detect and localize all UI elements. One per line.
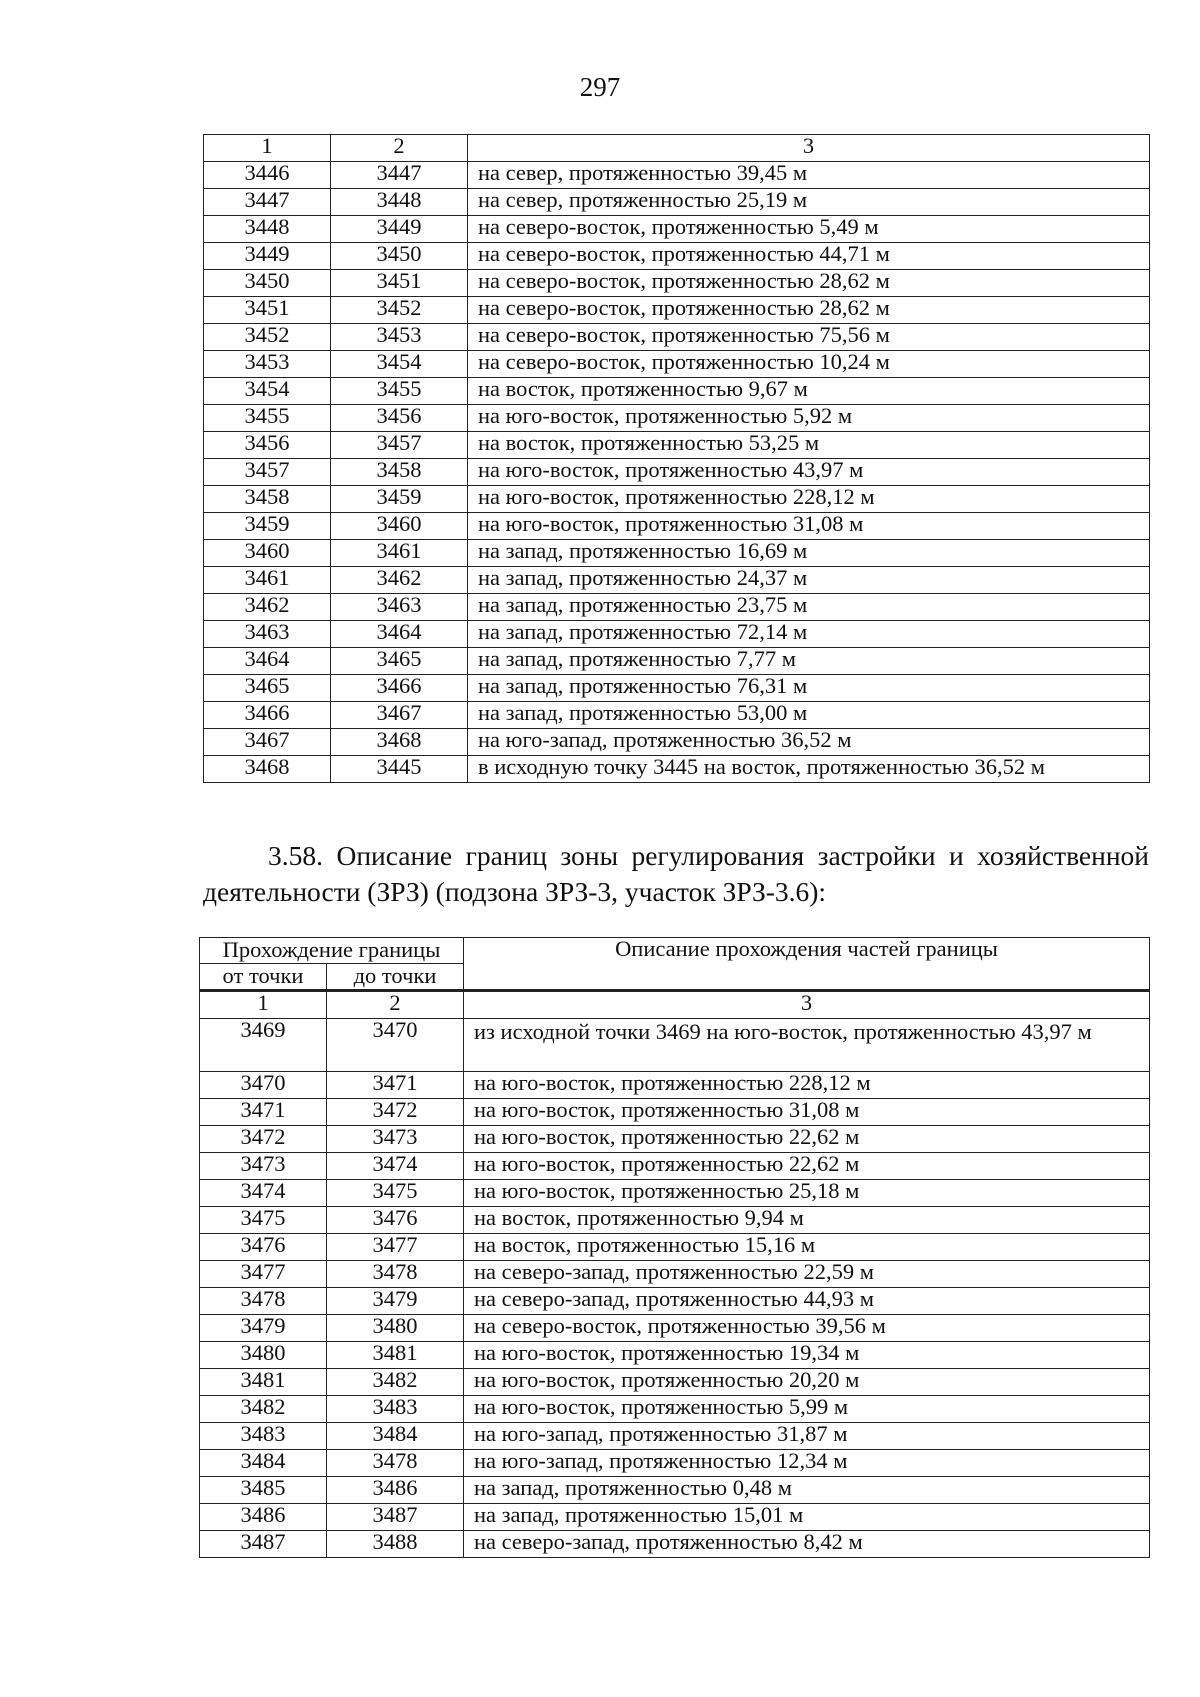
table-row bbox=[200, 1099, 1150, 1126]
table-row bbox=[204, 675, 1150, 702]
to-point-cell: 3478 bbox=[327, 1450, 464, 1477]
table-row bbox=[204, 459, 1150, 486]
to-point-cell: 3477 bbox=[327, 1234, 464, 1261]
description-cell: на юго-восток, протяженностью 43,97 м bbox=[468, 459, 1150, 486]
from-point-cell: 3454 bbox=[204, 378, 331, 405]
from-point-cell: 3481 bbox=[200, 1369, 327, 1396]
table-row bbox=[200, 1153, 1150, 1180]
to-point-cell: 3454 bbox=[331, 351, 468, 378]
description-cell: на юго-восток, протяженностью 19,34 м bbox=[464, 1342, 1150, 1369]
to-point-cell: 3448 bbox=[331, 189, 468, 216]
description-cell: на запад, протяженностью 23,75 м bbox=[468, 594, 1150, 621]
to-point-cell: 3482 bbox=[327, 1369, 464, 1396]
to-point-cell: 3468 bbox=[331, 729, 468, 756]
column-number-row bbox=[200, 991, 1150, 1019]
description-cell: на юго-восток, протяженностью 5,99 м bbox=[464, 1396, 1150, 1423]
table-row bbox=[200, 1180, 1150, 1207]
description-cell: на восток, протяженностью 9,94 м bbox=[464, 1207, 1150, 1234]
to-point-cell: 3471 bbox=[327, 1072, 464, 1099]
table-row bbox=[200, 1342, 1150, 1369]
to-point-cell: 3484 bbox=[327, 1423, 464, 1450]
description-cell: на юго-восток, протяженностью 31,08 м bbox=[464, 1099, 1150, 1126]
description-cell: на северо-восток, протяженностью 39,56 м bbox=[464, 1315, 1150, 1342]
description-cell: на юго-запад, протяженностью 36,52 м bbox=[468, 729, 1150, 756]
description-cell: на северо-восток, протяженностью 10,24 м bbox=[468, 351, 1150, 378]
from-point-cell: 3451 bbox=[204, 297, 331, 324]
table-row bbox=[204, 216, 1150, 243]
from-point-cell: 3464 bbox=[204, 648, 331, 675]
table-row bbox=[204, 378, 1150, 405]
description-cell: на восток, протяженностью 53,25 м bbox=[468, 432, 1150, 459]
to-point-cell: 3483 bbox=[327, 1396, 464, 1423]
description-cell: в исходную точку 3445 на восток, протяженностью 36,52 м bbox=[468, 756, 1150, 783]
description-cell: на восток, протяженностью 15,16 м bbox=[464, 1234, 1150, 1261]
table-row bbox=[204, 513, 1150, 540]
description-cell: на северо-запад, протяженностью 8,42 м bbox=[464, 1531, 1150, 1558]
table-row bbox=[200, 1477, 1150, 1504]
from-point-header: от точки bbox=[200, 964, 327, 991]
table-row bbox=[200, 1234, 1150, 1261]
from-point-cell: 3480 bbox=[200, 1342, 327, 1369]
boundary-table-1 bbox=[203, 134, 1150, 783]
table-row bbox=[200, 1504, 1150, 1531]
column-number: 1 bbox=[200, 991, 327, 1019]
from-point-cell: 3483 bbox=[200, 1423, 327, 1450]
from-point-cell: 3485 bbox=[200, 1477, 327, 1504]
table-row bbox=[204, 297, 1150, 324]
table-row bbox=[200, 1369, 1150, 1396]
description-cell: на запад, протяженностью 53,00 м bbox=[468, 702, 1150, 729]
to-point-cell: 3473 bbox=[327, 1126, 464, 1153]
table-row bbox=[204, 729, 1150, 756]
to-point-cell: 3481 bbox=[327, 1342, 464, 1369]
table-row bbox=[204, 702, 1150, 729]
to-point-cell: 3445 bbox=[331, 756, 468, 783]
table-row bbox=[204, 756, 1150, 783]
from-point-cell: 3477 bbox=[200, 1261, 327, 1288]
table-row bbox=[204, 486, 1150, 513]
description-cell: из исходной точки 3469 на юго-восток, протяженностью 43,97 м bbox=[464, 1019, 1150, 1072]
boundary-table-2 bbox=[199, 937, 1150, 1558]
section-heading: 3.58. Описание границ зоны регулирования застройки и хозяйственной деятельности (ЗРЗ) (подзона ЗРЗ-3, участок ЗРЗ-3.6): bbox=[203, 840, 1149, 907]
from-point-cell: 3469 bbox=[200, 1019, 327, 1072]
to-point-cell: 3465 bbox=[331, 648, 468, 675]
table-row bbox=[204, 351, 1150, 378]
table-row bbox=[200, 1396, 1150, 1423]
description-cell: на запад, протяженностью 72,14 м bbox=[468, 621, 1150, 648]
from-point-cell: 3468 bbox=[204, 756, 331, 783]
to-point-cell: 3462 bbox=[331, 567, 468, 594]
table-row bbox=[204, 324, 1150, 351]
to-point-cell: 3479 bbox=[327, 1288, 464, 1315]
from-point-cell: 3476 bbox=[200, 1234, 327, 1261]
description-cell: на юго-запад, протяженностью 12,34 м bbox=[464, 1450, 1150, 1477]
description-cell: на восток, протяженностью 9,67 м bbox=[468, 378, 1150, 405]
to-point-cell: 3455 bbox=[331, 378, 468, 405]
table-row bbox=[204, 567, 1150, 594]
to-point-cell: 3452 bbox=[331, 297, 468, 324]
description-cell: на северо-восток, протяженностью 28,62 м bbox=[468, 270, 1150, 297]
from-point-cell: 3461 bbox=[204, 567, 331, 594]
from-point-cell: 3460 bbox=[204, 540, 331, 567]
description-cell: на северо-запад, протяженностью 22,59 м bbox=[464, 1261, 1150, 1288]
description-cell: на северо-восток, протяженностью 75,56 м bbox=[468, 324, 1150, 351]
table-row bbox=[200, 1019, 1150, 1072]
description-cell: на запад, протяженностью 15,01 м bbox=[464, 1504, 1150, 1531]
description-cell: на юго-восток, протяженностью 25,18 м bbox=[464, 1180, 1150, 1207]
to-point-cell: 3447 bbox=[331, 162, 468, 189]
table-row bbox=[200, 1126, 1150, 1153]
to-point-cell: 3467 bbox=[331, 702, 468, 729]
table-row bbox=[200, 1423, 1150, 1450]
from-point-cell: 3462 bbox=[204, 594, 331, 621]
from-point-cell: 3459 bbox=[204, 513, 331, 540]
from-point-cell: 3486 bbox=[200, 1504, 327, 1531]
from-point-cell: 3446 bbox=[204, 162, 331, 189]
table-row bbox=[200, 1531, 1150, 1558]
description-cell: на юго-запад, протяженностью 31,87 м bbox=[464, 1423, 1150, 1450]
table-row bbox=[204, 540, 1150, 567]
description-cell: на юго-восток, протяженностью 5,92 м bbox=[468, 405, 1150, 432]
to-point-cell: 3466 bbox=[331, 675, 468, 702]
description-cell: на юго-восток, протяженностью 228,12 м bbox=[464, 1072, 1150, 1099]
description-cell: на запад, протяженностью 24,37 м bbox=[468, 567, 1150, 594]
column-number: 3 bbox=[464, 991, 1150, 1019]
from-point-cell: 3456 bbox=[204, 432, 331, 459]
description-cell: на северо-восток, протяженностью 28,62 м bbox=[468, 297, 1150, 324]
to-point-cell: 3464 bbox=[331, 621, 468, 648]
description-cell: на юго-восток, протяженностью 20,20 м bbox=[464, 1369, 1150, 1396]
to-point-cell: 3449 bbox=[331, 216, 468, 243]
description-header: Описание прохождения частей границы bbox=[464, 938, 1150, 991]
column-number: 2 bbox=[327, 991, 464, 1019]
to-point-cell: 3474 bbox=[327, 1153, 464, 1180]
from-point-cell: 3478 bbox=[200, 1288, 327, 1315]
passage-header: Прохождение границы bbox=[200, 938, 464, 964]
page-number: 297 bbox=[579, 72, 621, 102]
to-point-cell: 3476 bbox=[327, 1207, 464, 1234]
from-point-cell: 3458 bbox=[204, 486, 331, 513]
table-row bbox=[204, 594, 1150, 621]
table-row bbox=[200, 1207, 1150, 1234]
from-point-cell: 3475 bbox=[200, 1207, 327, 1234]
table-row bbox=[204, 270, 1150, 297]
table-row bbox=[204, 243, 1150, 270]
description-cell: на запад, протяженностью 16,69 м bbox=[468, 540, 1150, 567]
from-point-cell: 3449 bbox=[204, 243, 331, 270]
to-point-cell: 3463 bbox=[331, 594, 468, 621]
to-point-cell: 3488 bbox=[327, 1531, 464, 1558]
from-point-cell: 3465 bbox=[204, 675, 331, 702]
from-point-cell: 3482 bbox=[200, 1396, 327, 1423]
to-point-header: до точки bbox=[327, 964, 464, 991]
to-point-cell: 3487 bbox=[327, 1504, 464, 1531]
to-point-cell: 3450 bbox=[331, 243, 468, 270]
to-point-cell: 3475 bbox=[327, 1180, 464, 1207]
table-header-row bbox=[200, 938, 1150, 964]
from-point-cell: 3474 bbox=[200, 1180, 327, 1207]
to-point-cell: 3478 bbox=[327, 1261, 464, 1288]
table-row bbox=[200, 1261, 1150, 1288]
to-point-cell: 3461 bbox=[331, 540, 468, 567]
description-cell: на запад, протяженностью 7,77 м bbox=[468, 648, 1150, 675]
table-row bbox=[204, 621, 1150, 648]
table-row bbox=[204, 405, 1150, 432]
description-cell: на юго-восток, протяженностью 228,12 м bbox=[468, 486, 1150, 513]
table-row bbox=[200, 1450, 1150, 1477]
column-number-row bbox=[204, 135, 1150, 162]
column-number: 3 bbox=[468, 135, 1150, 162]
from-point-cell: 3452 bbox=[204, 324, 331, 351]
table-row bbox=[200, 1072, 1150, 1099]
from-point-cell: 3457 bbox=[204, 459, 331, 486]
table-row bbox=[204, 162, 1150, 189]
to-point-cell: 3480 bbox=[327, 1315, 464, 1342]
table-row bbox=[200, 1315, 1150, 1342]
column-number: 2 bbox=[331, 135, 468, 162]
table-row bbox=[204, 648, 1150, 675]
to-point-cell: 3459 bbox=[331, 486, 468, 513]
to-point-cell: 3451 bbox=[331, 270, 468, 297]
to-point-cell: 3458 bbox=[331, 459, 468, 486]
table-row bbox=[204, 432, 1150, 459]
description-cell: на север, протяженностью 39,45 м bbox=[468, 162, 1150, 189]
description-cell: на север, протяженностью 25,19 м bbox=[468, 189, 1150, 216]
from-point-cell: 3467 bbox=[204, 729, 331, 756]
to-point-cell: 3472 bbox=[327, 1099, 464, 1126]
description-cell: на запад, протяженностью 0,48 м bbox=[464, 1477, 1150, 1504]
from-point-cell: 3473 bbox=[200, 1153, 327, 1180]
column-number: 1 bbox=[204, 135, 331, 162]
to-point-cell: 3470 bbox=[327, 1019, 464, 1072]
from-point-cell: 3448 bbox=[204, 216, 331, 243]
from-point-cell: 3466 bbox=[204, 702, 331, 729]
to-point-cell: 3457 bbox=[331, 432, 468, 459]
from-point-cell: 3472 bbox=[200, 1126, 327, 1153]
description-cell: на юго-восток, протяженностью 22,62 м bbox=[464, 1126, 1150, 1153]
from-point-cell: 3470 bbox=[200, 1072, 327, 1099]
table-row bbox=[200, 1288, 1150, 1315]
from-point-cell: 3471 bbox=[200, 1099, 327, 1126]
to-point-cell: 3456 bbox=[331, 405, 468, 432]
from-point-cell: 3447 bbox=[204, 189, 331, 216]
to-point-cell: 3453 bbox=[331, 324, 468, 351]
description-cell: на запад, протяженностью 76,31 м bbox=[468, 675, 1150, 702]
table-row bbox=[204, 189, 1150, 216]
description-cell: на северо-запад, протяженностью 44,93 м bbox=[464, 1288, 1150, 1315]
from-point-cell: 3455 bbox=[204, 405, 331, 432]
from-point-cell: 3487 bbox=[200, 1531, 327, 1558]
description-cell: на юго-восток, протяженностью 22,62 м bbox=[464, 1153, 1150, 1180]
from-point-cell: 3463 bbox=[204, 621, 331, 648]
from-point-cell: 3450 bbox=[204, 270, 331, 297]
description-cell: на северо-восток, протяженностью 5,49 м bbox=[468, 216, 1150, 243]
description-cell: на северо-восток, протяженностью 44,71 м bbox=[468, 243, 1150, 270]
to-point-cell: 3486 bbox=[327, 1477, 464, 1504]
to-point-cell: 3460 bbox=[331, 513, 468, 540]
from-point-cell: 3453 bbox=[204, 351, 331, 378]
description-cell: на юго-восток, протяженностью 31,08 м bbox=[468, 513, 1150, 540]
from-point-cell: 3479 bbox=[200, 1315, 327, 1342]
from-point-cell: 3484 bbox=[200, 1450, 327, 1477]
